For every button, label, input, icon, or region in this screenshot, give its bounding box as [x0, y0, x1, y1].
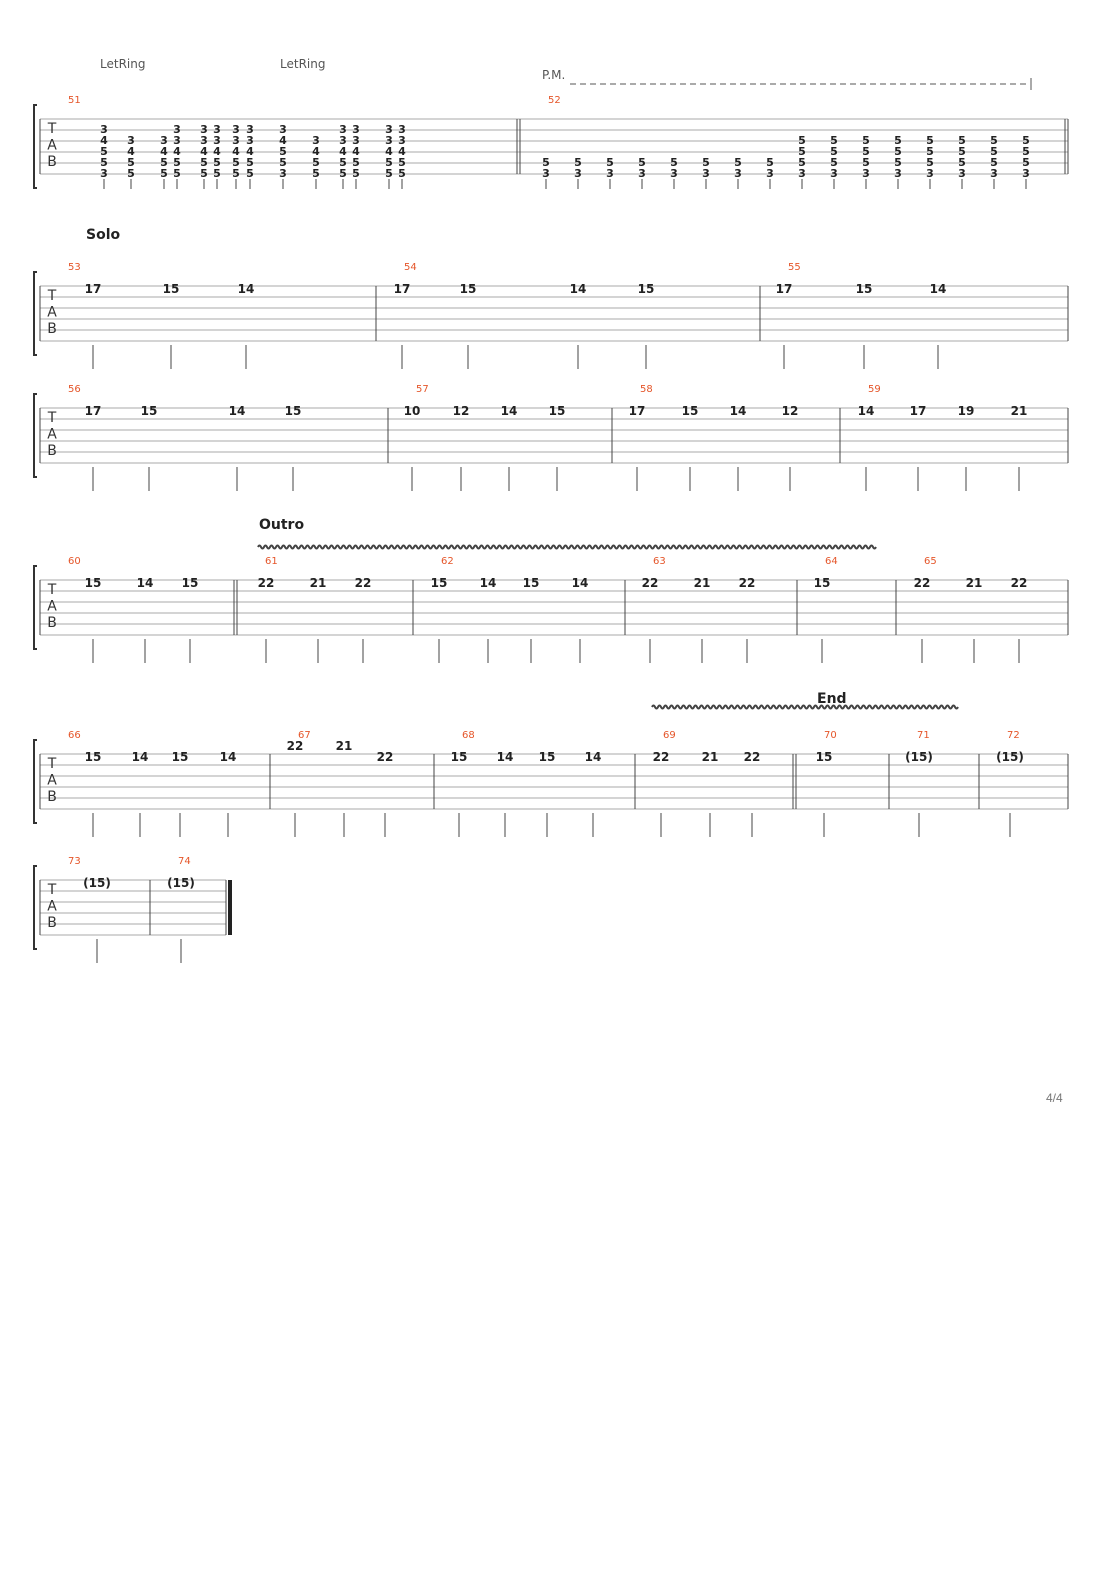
chord-fret-number: 5: [1022, 145, 1030, 158]
fret-number: 21: [335, 739, 353, 753]
chord-fret-number: 3: [279, 167, 287, 180]
fret-number: (15): [905, 750, 933, 764]
chord-fret-number: 5: [279, 156, 287, 169]
chord-fret-number: 5: [894, 156, 902, 169]
chord-fret-number: 3: [246, 123, 254, 136]
fret-number: 14: [479, 576, 497, 590]
tab-clef-letter: A: [47, 772, 57, 789]
chord-fret-number: 5: [734, 156, 742, 169]
measure-number: 65: [924, 556, 937, 567]
fret-number: 15: [84, 576, 102, 590]
measure-number: 69: [663, 730, 676, 741]
fret-number: 17: [393, 282, 411, 296]
fret-number: 17: [909, 404, 927, 418]
fret-number: 15: [84, 750, 102, 764]
vibrato-line: [652, 706, 958, 709]
chord-fret-number: 3: [173, 134, 181, 147]
chord-fret-number: 4: [352, 145, 360, 158]
chord-fret-number: 5: [100, 145, 108, 158]
fret-number: 17: [628, 404, 646, 418]
chord-fret-number: 3: [213, 123, 221, 136]
fret-number: 14: [584, 750, 602, 764]
chord-fret-number: 5: [160, 156, 168, 169]
chord-fret-number: 4: [200, 145, 208, 158]
measure-number: 51: [68, 95, 81, 106]
chord-fret-number: 5: [173, 167, 181, 180]
fret-number: 14: [131, 750, 149, 764]
system-brace: [34, 866, 37, 949]
tab-system: [34, 95, 1068, 189]
chord-fret-number: 3: [246, 134, 254, 147]
chord-fret-number: 5: [246, 167, 254, 180]
fret-number: (15): [83, 876, 111, 890]
fret-number: 17: [84, 404, 102, 418]
chord-fret-number: 5: [798, 156, 806, 169]
fret-number: 15: [855, 282, 873, 296]
fret-number: 14: [857, 404, 875, 418]
tab-clef-letter: A: [47, 304, 57, 321]
fret-number: 15: [459, 282, 477, 296]
chord-fret-number: 4: [213, 145, 221, 158]
fret-number: 17: [775, 282, 793, 296]
fret-number: 12: [452, 404, 470, 418]
chord-fret-number: 5: [385, 167, 393, 180]
chord-fret-number: 4: [232, 145, 240, 158]
fret-number: 19: [957, 404, 975, 418]
fret-number: 12: [781, 404, 799, 418]
measure-number: 60: [68, 556, 81, 567]
chord-fret-number: 5: [385, 156, 393, 169]
fret-number: 22: [286, 739, 304, 753]
fret-number: 14: [237, 282, 255, 296]
chord-fret-number: 5: [246, 156, 254, 169]
chord-fret-number: 4: [398, 145, 406, 158]
measure-number: 66: [68, 730, 81, 741]
fret-number: 14: [136, 576, 154, 590]
fret-number: 14: [571, 576, 589, 590]
chord-fret-number: 5: [232, 156, 240, 169]
page-number: 4/4: [1046, 1091, 1063, 1105]
tab-clef-letter: T: [47, 410, 57, 426]
chord-fret-number: 4: [127, 145, 135, 158]
section-end-label: End: [817, 691, 847, 707]
fret-number: 15: [162, 282, 180, 296]
fret-number: 14: [496, 750, 514, 764]
measure-number: 55: [788, 262, 801, 273]
chord-fret-number: 5: [894, 145, 902, 158]
chord-fret-number: 5: [173, 156, 181, 169]
chord-fret-number: 3: [279, 123, 287, 136]
chord-fret-number: 3: [385, 134, 393, 147]
chord-fret-number: 3: [127, 134, 135, 147]
chord-fret-number: 3: [798, 167, 806, 180]
chord-fret-number: 5: [127, 167, 135, 180]
chord-fret-number: 5: [798, 134, 806, 147]
chord-fret-number: 4: [100, 134, 108, 147]
measure-number: 56: [68, 384, 81, 395]
tab-systems: [34, 95, 1068, 963]
fret-number: 15: [681, 404, 699, 418]
measure-number: 64: [825, 556, 838, 567]
chord-fret-number: 5: [990, 156, 998, 169]
chord-fret-number: 3: [398, 134, 406, 147]
fret-number: 15: [813, 576, 831, 590]
chord-fret-number: 3: [160, 134, 168, 147]
measure-number: 68: [462, 730, 475, 741]
tab-clef-letter: T: [47, 882, 57, 898]
chord-fret-number: 4: [385, 145, 393, 158]
tab-clef-letter: B: [47, 321, 57, 337]
chord-fret-number: 5: [100, 156, 108, 169]
fret-number: 15: [522, 576, 540, 590]
chord-fret-number: 5: [574, 156, 582, 169]
chord-fret-number: 3: [990, 167, 998, 180]
measure-number: 61: [265, 556, 278, 567]
measure-number: 70: [824, 730, 837, 741]
chord-fret-number: 5: [352, 156, 360, 169]
fret-number: 22: [354, 576, 372, 590]
chord-fret-number: 5: [339, 167, 347, 180]
fret-number: 22: [1010, 576, 1028, 590]
chord-fret-number: 3: [200, 123, 208, 136]
chord-fret-number: 5: [670, 156, 678, 169]
fret-number: 10: [403, 404, 421, 418]
chord-fret-number: 5: [232, 167, 240, 180]
chord-fret-number: 3: [542, 167, 550, 180]
chord-fret-number: 5: [894, 134, 902, 147]
chord-fret-number: 5: [766, 156, 774, 169]
section-outro-label: Outro: [259, 517, 305, 533]
system-brace: [34, 740, 37, 823]
tab-clef-letter: T: [47, 582, 57, 598]
tab-clef-letter: T: [47, 121, 57, 137]
measure-number: 54: [404, 262, 417, 273]
chord-fret-number: 3: [232, 134, 240, 147]
chord-fret-number: 3: [398, 123, 406, 136]
fret-number: 22: [743, 750, 761, 764]
fret-number: 15: [815, 750, 833, 764]
chord-fret-number: 3: [638, 167, 646, 180]
chord-fret-number: 5: [606, 156, 614, 169]
fret-number: 21: [701, 750, 719, 764]
fret-number: 15: [538, 750, 556, 764]
chord-fret-number: 5: [830, 134, 838, 147]
chord-fret-number: 5: [926, 145, 934, 158]
final-barline: [228, 880, 232, 935]
measure-number: 72: [1007, 730, 1020, 741]
system-brace: [34, 394, 37, 477]
chord-fret-number: 4: [160, 145, 168, 158]
chord-fret-number: 3: [200, 134, 208, 147]
fret-number: 15: [548, 404, 566, 418]
tab-clef-letter: A: [47, 137, 57, 154]
measure-number: 57: [416, 384, 429, 395]
measure-number: 52: [548, 95, 561, 106]
chord-fret-number: 5: [279, 145, 287, 158]
chord-fret-number: 3: [702, 167, 710, 180]
chord-fret-number: 5: [213, 156, 221, 169]
measure-number: 74: [178, 856, 191, 867]
chord-fret-number: 3: [100, 123, 108, 136]
measure-number: 59: [868, 384, 881, 395]
fret-number: 14: [228, 404, 246, 418]
fret-number: 17: [84, 282, 102, 296]
palm-mute-annotation: P.M.: [542, 68, 566, 82]
chord-fret-number: 3: [734, 167, 742, 180]
chord-fret-number: 5: [862, 145, 870, 158]
chord-fret-number: 5: [312, 156, 320, 169]
fret-number: 22: [641, 576, 659, 590]
chord-fret-number: 5: [830, 145, 838, 158]
chord-fret-number: 5: [160, 167, 168, 180]
fret-number: 21: [309, 576, 327, 590]
chord-fret-number: 5: [1022, 156, 1030, 169]
measure-number: 67: [298, 730, 311, 741]
fret-number: 15: [284, 404, 302, 418]
chord-fret-number: 4: [339, 145, 347, 158]
chord-fret-number: 5: [926, 156, 934, 169]
fret-number: 15: [450, 750, 468, 764]
chord-fret-number: 3: [100, 167, 108, 180]
fret-number: 15: [171, 750, 189, 764]
chord-fret-number: 3: [830, 167, 838, 180]
chord-fret-number: 5: [990, 145, 998, 158]
tab-system: [34, 556, 1068, 663]
fret-number: 15: [140, 404, 158, 418]
chord-fret-number: 3: [312, 134, 320, 147]
fret-number: (15): [996, 750, 1024, 764]
fret-number: 15: [430, 576, 448, 590]
fret-number: 14: [929, 282, 947, 296]
chord-fret-number: 3: [339, 123, 347, 136]
tab-system: [34, 856, 232, 963]
fret-number: 14: [219, 750, 237, 764]
chord-fret-number: 5: [638, 156, 646, 169]
chord-fret-number: 5: [958, 134, 966, 147]
chord-fret-number: 3: [766, 167, 774, 180]
tab-clef-letter: B: [47, 615, 57, 631]
chord-fret-number: 3: [574, 167, 582, 180]
chord-fret-number: 5: [702, 156, 710, 169]
system-brace: [34, 105, 37, 188]
chord-fret-number: 5: [958, 156, 966, 169]
tab-clef-letter: T: [47, 288, 57, 304]
chord-fret-number: 5: [1022, 134, 1030, 147]
chord-fret-number: 5: [213, 167, 221, 180]
tab-clef-letter: A: [47, 426, 57, 443]
chord-fret-number: 5: [398, 156, 406, 169]
chord-fret-number: 5: [339, 156, 347, 169]
measure-number: 63: [653, 556, 666, 567]
chord-fret-number: 5: [862, 134, 870, 147]
tab-clef-letter: B: [47, 154, 57, 170]
chord-fret-number: 4: [312, 145, 320, 158]
fret-number: 22: [257, 576, 275, 590]
chord-fret-number: 5: [830, 156, 838, 169]
chord-fret-number: 5: [990, 134, 998, 147]
fret-number: 15: [181, 576, 199, 590]
fret-number: 22: [376, 750, 394, 764]
tab-clef-letter: A: [47, 898, 57, 915]
chord-fret-number: 3: [173, 123, 181, 136]
fret-number: 22: [652, 750, 670, 764]
chord-fret-number: 5: [926, 134, 934, 147]
measure-number: 53: [68, 262, 81, 273]
chord-fret-number: 3: [352, 123, 360, 136]
tab-clef-letter: B: [47, 915, 57, 931]
tab-clef-letter: A: [47, 598, 57, 615]
fret-number: 22: [738, 576, 756, 590]
fret-number: (15): [167, 876, 195, 890]
system-brace: [34, 566, 37, 649]
measure-number: 71: [917, 730, 930, 741]
chord-fret-number: 5: [542, 156, 550, 169]
chord-fret-number: 3: [385, 123, 393, 136]
chord-fret-number: 5: [398, 167, 406, 180]
chord-fret-number: 3: [232, 123, 240, 136]
measure-number: 62: [441, 556, 454, 567]
chord-fret-number: 3: [958, 167, 966, 180]
let-ring-annotation: LetRing: [100, 57, 146, 71]
system-brace: [34, 272, 37, 355]
fret-number: 14: [569, 282, 587, 296]
chord-fret-number: 5: [127, 156, 135, 169]
tab-system: [34, 384, 1068, 491]
fret-number: 14: [729, 404, 747, 418]
vibrato-line: [258, 546, 876, 549]
tab-system: [34, 730, 1068, 837]
fret-number: 14: [500, 404, 518, 418]
chord-fret-number: 3: [213, 134, 221, 147]
tab-clef-letter: B: [47, 443, 57, 459]
chord-fret-number: 3: [339, 134, 347, 147]
chord-fret-number: 3: [1022, 167, 1030, 180]
tab-clef-letter: B: [47, 789, 57, 805]
chord-fret-number: 5: [352, 167, 360, 180]
let-ring-annotation: LetRing: [280, 57, 326, 71]
chord-fret-number: 4: [246, 145, 254, 158]
tab-system: [34, 262, 1068, 369]
measure-number: 73: [68, 856, 81, 867]
chord-fret-number: 3: [606, 167, 614, 180]
chord-fret-number: 4: [173, 145, 181, 158]
chord-fret-number: 3: [352, 134, 360, 147]
chord-fret-number: 4: [279, 134, 287, 147]
chord-fret-number: 5: [798, 145, 806, 158]
chord-fret-number: 5: [958, 145, 966, 158]
chord-fret-number: 3: [670, 167, 678, 180]
chord-fret-number: 5: [862, 156, 870, 169]
fret-number: 21: [1010, 404, 1028, 418]
fret-number: 22: [913, 576, 931, 590]
chord-fret-number: 3: [926, 167, 934, 180]
chord-fret-number: 5: [312, 167, 320, 180]
chord-fret-number: 3: [894, 167, 902, 180]
fret-number: 15: [637, 282, 655, 296]
chord-fret-number: 5: [200, 167, 208, 180]
measure-number: 58: [640, 384, 653, 395]
section-solo-label: Solo: [86, 227, 121, 243]
chord-fret-number: 3: [862, 167, 870, 180]
chord-fret-number: 5: [200, 156, 208, 169]
fret-number: 21: [965, 576, 983, 590]
tab-clef-letter: T: [47, 756, 57, 772]
fret-number: 21: [693, 576, 711, 590]
